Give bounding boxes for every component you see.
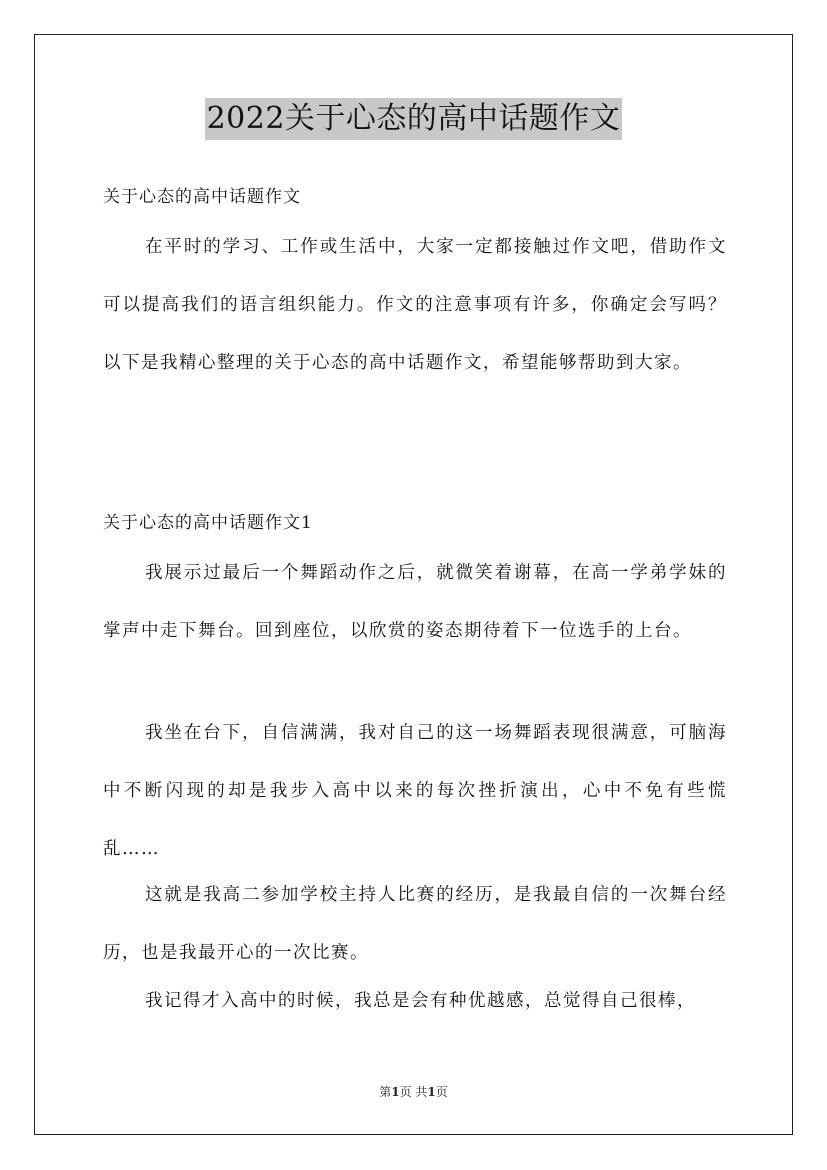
footer-page-mid: 页 共 [399, 1085, 428, 1099]
document-title [0, 98, 827, 144]
footer-page-total: 1 [427, 1085, 436, 1099]
subtitle: 关于心态的高中话题作文 [103, 187, 301, 207]
body-paragraph-3: 这就是我高二参加学校主持人比赛的经历，是我最自信的一次舞台经历，也是我最开心的一次比赛。 [103, 885, 727, 963]
body-paragraph-2: 我坐在台下，自信满满，我对自己的这一场舞蹈表现很满意，可脑海中不断闪现的却是我步入高中以来的每次挫折演出，心中不免有些慌乱…… [103, 723, 727, 859]
page-footer [0, 1083, 827, 1100]
section-heading-1: 关于心态的高中话题作文1 [103, 513, 313, 533]
body-paragraph-4: 我记得才入高中的时候，我总是会有种优越感，总觉得自己很棒， [145, 991, 696, 1011]
document-title-text: 2022关于心态的高中话题作文 [205, 98, 623, 140]
intro-paragraph: 在平时的学习、工作或生活中，大家一定都接触过作文吧，借助作文可以提高我们的语言组织能力。作文的注意事项有许多，你确定会写吗？以下是我精心整理的关于心态的高中话题作文，希望能够帮助到大家。 [103, 237, 727, 373]
body-paragraph-1: 我展示过最后一个舞蹈动作之后，就微笑着谢幕，在高一学弟学妹的掌声中走下舞台。回到座位，以欣赏的姿态期待着下一位选手的上台。 [103, 563, 727, 641]
footer-page-current: 1 [391, 1085, 400, 1099]
footer-page-suffix: 页 [435, 1085, 448, 1099]
footer-page-prefix: 第 [379, 1085, 392, 1099]
